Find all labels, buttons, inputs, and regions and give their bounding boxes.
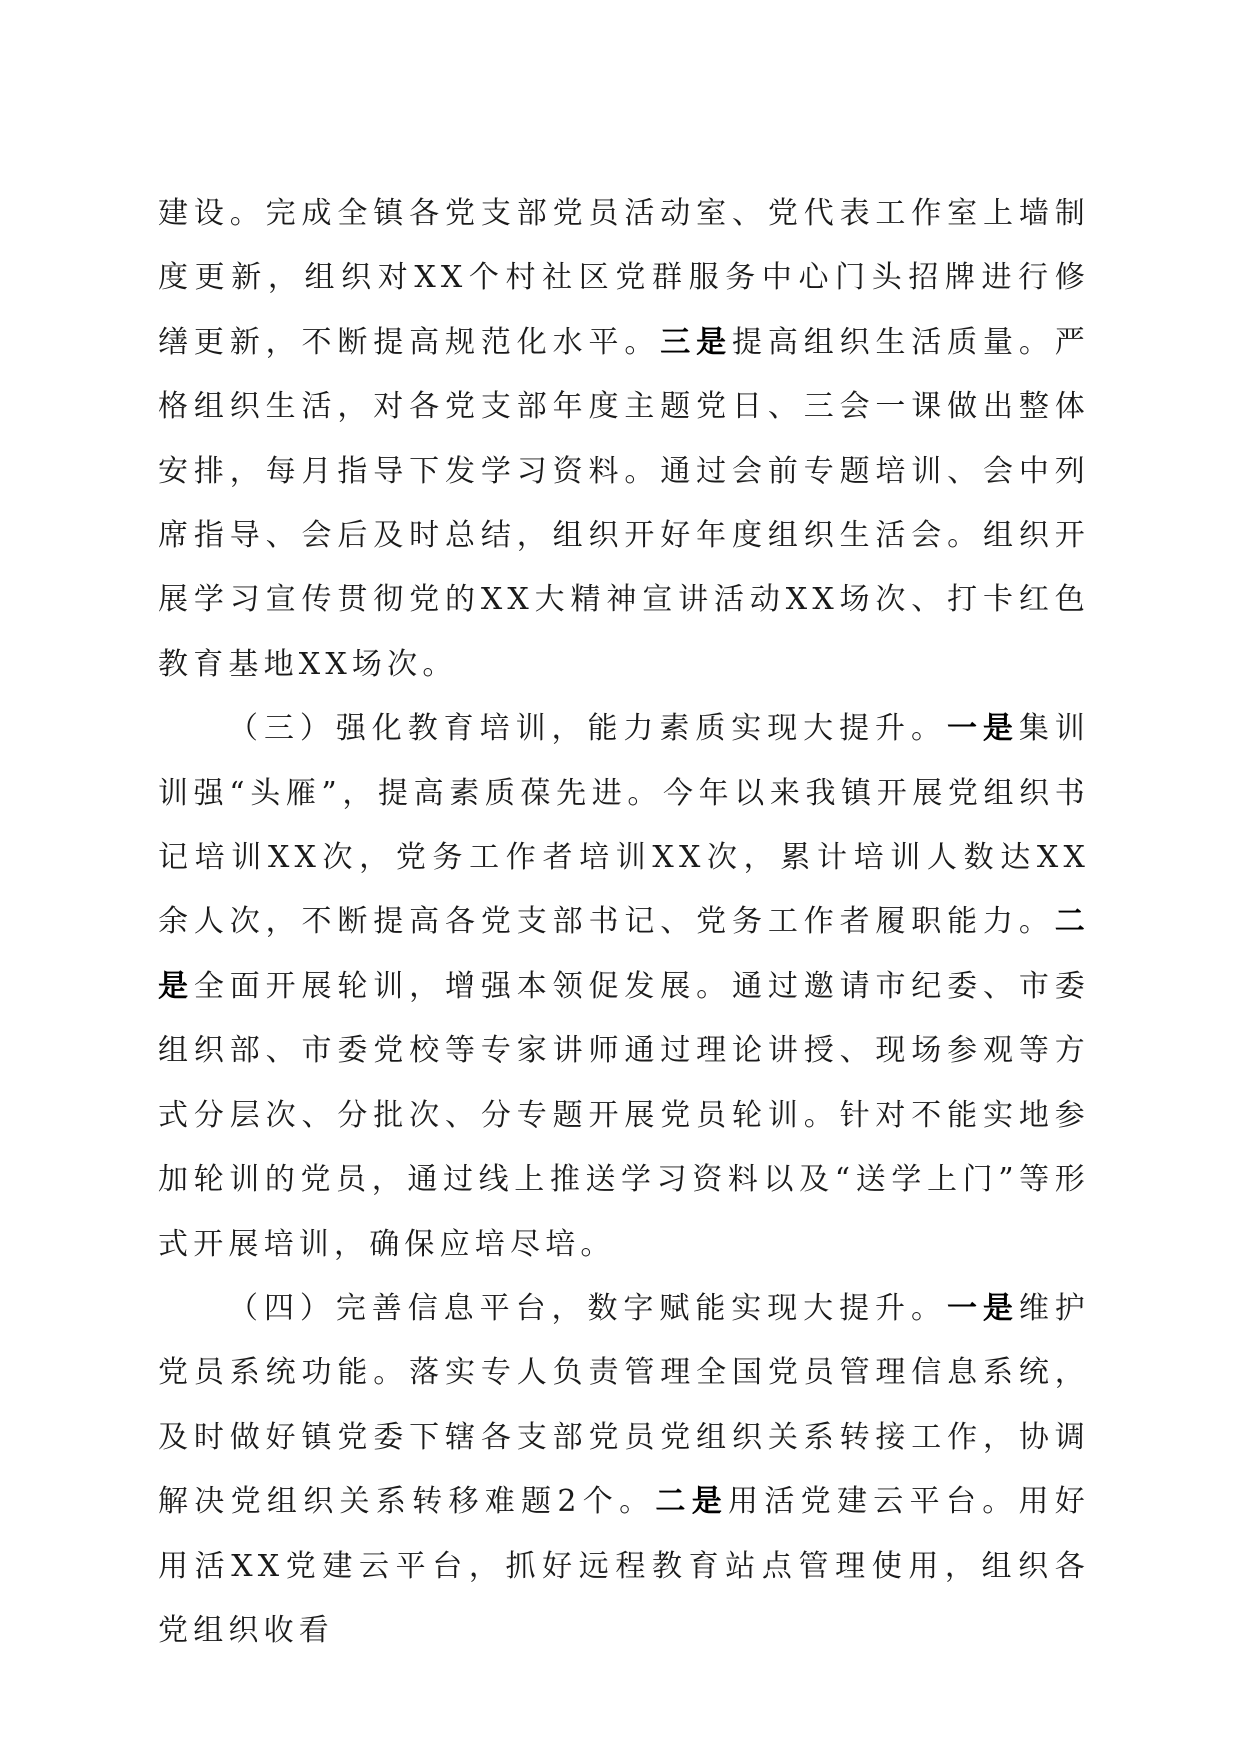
paragraph-3 — [158, 1277, 1090, 1663]
paragraph-1-text-1: 建设。完成全镇各党支部党员活动室、党代表工作室上墙制度更新，组织对XX个村社区党群服务中心门头招牌进行修缮更新，不断提高规范化水平。 — [158, 196, 1090, 360]
paragraph-2 — [158, 697, 1090, 1277]
paragraph-2-text-2: 全面开展轮训，增强本领促发展。通过邀请市纪委、市委组织部、市委党校等专家讲师通过理论讲授、现场参观等方式分层次、分批次、分专题开展党员轮训。针对不能实地参加轮训的党员，通过线上推送学习资料以及“送学上门”等形式开展培训，确保应培尽培。 — [158, 968, 1090, 1262]
paragraph-3-text-2: 用活党建云平台。用好用活XX党建云平台，抓好远程教育站点管理使用，组织各党组织收看 — [158, 1484, 1091, 1648]
paragraph-2-keyword-er-shi: 二是 — [158, 904, 1090, 1004]
paragraph-1-keyword-san-shi: 三是 — [660, 324, 732, 360]
paragraph-1-text-2: 提高组织生活质量。严格组织生活，对各党支部年度主题党日、三会一课做出整体安排，每月指导下发学习资料。通过会前专题培训、会中列席指导、会后及时总结，组织开好年度组织生活会。组织开展学习宣传贯彻党的XX大精神宣讲活动XX场次、打卡红色教育基地XX场次。 — [158, 324, 1090, 682]
paragraph-3-keyword-er-shi: 二是 — [655, 1484, 729, 1520]
paragraph-3-text-1: 维护党员系统功能。落实专人负责管理全国党员管理信息系统，及时做好镇党委下辖各支部党员党组织关系转接工作，协调解决党组织关系转移难题2个。 — [158, 1290, 1091, 1520]
paragraph-2-text-1: 集训训强“头雁”，提高素质葆先进。今年以来我镇开展党组织书记培训XX次，党务工作者培训XX次，累计培训人数达XX余人次，不断提高各党支部书记、党务工作者履职能力。 — [158, 711, 1091, 940]
paragraph-1 — [158, 182, 1090, 697]
paragraph-3-keyword-yi-shi: 一是 — [946, 1290, 1019, 1326]
paragraph-2-heading: （三）强化教育培训，能力素质实现大提升。 — [228, 711, 947, 747]
paragraph-3-heading: （四）完善信息平台，数字赋能实现大提升。 — [228, 1290, 947, 1326]
paragraph-2-keyword-yi-shi: 一是 — [946, 711, 1019, 747]
document-page — [158, 182, 1090, 1663]
